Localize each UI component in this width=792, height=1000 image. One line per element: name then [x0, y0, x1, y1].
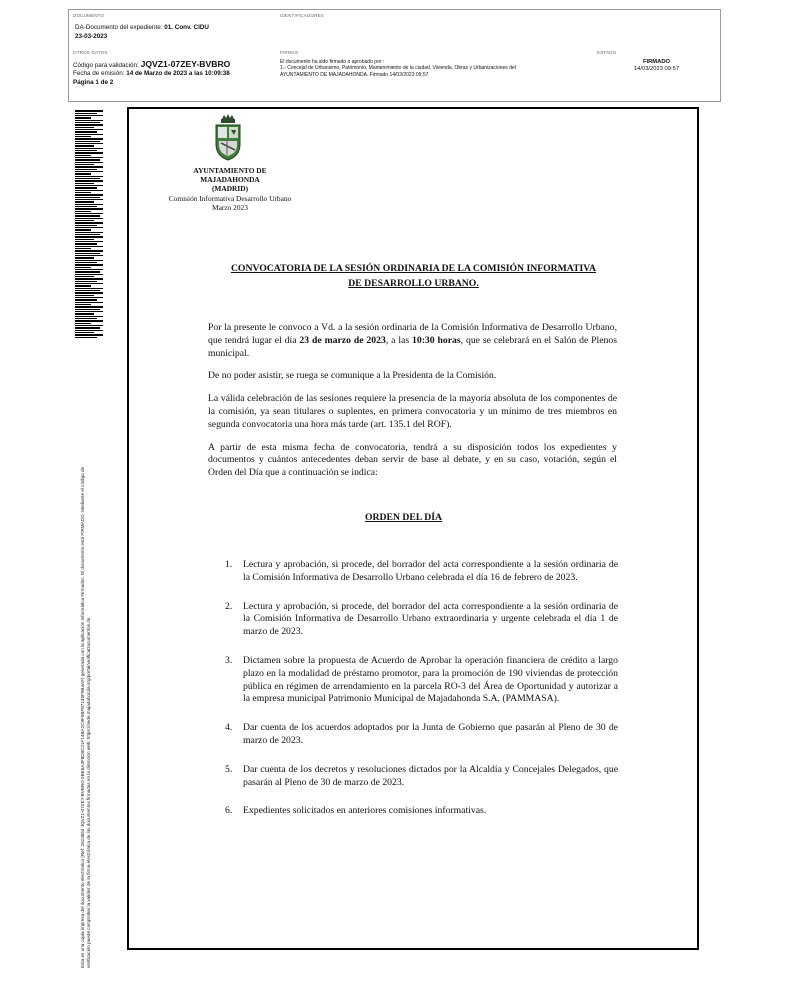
- barcode-stripe: [75, 229, 91, 231]
- barcode-stripe: [75, 169, 97, 170]
- barcode-stripe: [75, 204, 103, 205]
- title-line-1: CONVOCATORIA DE LA SESIÓN ORDINARIA DE LA COMISIÓN INFORMATIVA: [230, 263, 597, 274]
- barcode-stripe: [75, 157, 103, 158]
- paragraph-absence: De no poder asistir, se ruega se comunique a la Presidenta de la Comisión.: [208, 370, 497, 382]
- barcode-stripe: [75, 138, 103, 140]
- barcode-stripe: [75, 246, 103, 247]
- barcode-stripe: [75, 122, 100, 123]
- barcode-stripe: [75, 222, 103, 224]
- validation-code[interactable]: JQVZ1-07ZEY-BVBRO: [140, 59, 231, 69]
- barcode-stripe: [75, 117, 91, 119]
- side-text-line-2: verificación puede comprobar la validez de la firma electrónica de los documentos firmados en la dirección web: https://sede.majadahonda.org/portal/verificaDocumentos.do: [86, 617, 92, 968]
- document-header: [68, 9, 721, 102]
- barcode-stripe: [75, 141, 100, 142]
- barcode-stripe: [75, 257, 94, 259]
- letterhead-line-5: Marzo 2023: [212, 202, 248, 212]
- barcode-stripe: [75, 211, 91, 212]
- letterhead-line-4: Comisión Informativa Desarrollo Urbano: [168, 193, 292, 203]
- agenda-item-text: Lectura y aprobación, si procede, del borrador del acta correspondiente a la sesión ordinaria de la Comisión Informativa de Desarrollo Urbano celebrada el día 16 de febrero de 2023.: [243, 559, 618, 583]
- barcode-stripe: [75, 115, 103, 116]
- p1-text-a: Por la presente le convoco a Vd. a la sesión ordinaria de la Comisión Informativa de Desarrollo Urbano, que tendrá lugar el día: [208, 322, 617, 346]
- verification-side-text: [80, 268, 93, 968]
- side-text-line-1: Esta es una copia impresa del documento electrónico (Ref: 2523854 JQVZ1-07ZEY-BVBRO 0BE6A3F8D8C21F14BA2C9F0BF87140F9B4AF) generada con la aplicación informática Firmadoc. El documento está FIRMADO. Mediante el código de: [80, 466, 85, 968]
- agenda-item-text: Dar cuenta de los acuerdos adoptados por la Junta de Gobierno que pasarán al Pleno de 30 de marzo de 2023.: [243, 722, 618, 746]
- documento-prefix: DA-Documento del expediente:: [75, 24, 165, 31]
- identificadores-cell: [276, 10, 720, 47]
- documento-label: DOCUMENTO: [73, 13, 105, 18]
- agenda-item-number: 1.: [225, 559, 233, 570]
- letterhead-line-2: MAJADAHONDA: [200, 175, 260, 185]
- barcode-stripe: [75, 192, 91, 193]
- otros-datos-label: OTROS DATOS: [73, 50, 108, 55]
- firmas-line-1: El documento ha sido firmado o aprobado por :: [280, 59, 385, 65]
- fecha-prefix: Fecha de emisión:: [73, 70, 127, 78]
- firmas-label: FIRMAS: [280, 50, 299, 55]
- agenda-item-number: 3.: [225, 654, 233, 666]
- agenda-item: [222, 805, 618, 818]
- agenda-item-text: Expedientes solicitados en anteriores comisiones informativas.: [243, 805, 487, 817]
- barcode-stripe: [75, 241, 103, 242]
- barcode-stripe: [75, 232, 103, 233]
- barcode-stripe: [75, 120, 103, 121]
- barcode-stripe: [75, 134, 103, 135]
- p1-text-b: , a las: [385, 334, 412, 346]
- barcode-stripe: [75, 187, 97, 189]
- barcode-stripe: [75, 206, 97, 207]
- barcode-stripe: [75, 225, 97, 226]
- document-body: [208, 322, 617, 490]
- barcode-stripe: [75, 201, 94, 203]
- letterhead-line-3: (MADRID): [211, 184, 249, 194]
- barcode-stripe: [75, 136, 91, 137]
- agenda-item-number: 6.: [225, 805, 233, 817]
- barcode-stripe: [75, 213, 103, 214]
- estado-date: 14/03/2023 09:57: [633, 66, 680, 72]
- session-date: 23 de marzo de 2023: [299, 334, 386, 346]
- barcode-stripe: [75, 180, 103, 182]
- identificadores-label: IDENTIFICADORES: [280, 13, 325, 18]
- emission-date: 14 de Marzo de 2023 a las 10:09:38: [126, 70, 230, 78]
- agenda-item-number: 4.: [225, 722, 233, 734]
- agenda-item-number: 5.: [225, 763, 233, 775]
- session-time: 10:30 horas: [412, 334, 461, 346]
- document-title: [196, 261, 631, 291]
- barcode-stripe: [75, 110, 103, 112]
- barcode-stripe: [75, 243, 97, 245]
- coat-of-arms-icon: [213, 114, 243, 162]
- estado-cell: [593, 47, 720, 101]
- barcode-stripe: [75, 239, 94, 240]
- agenda-item-text: Lectura y aprobación, si procede, del borrador del acta correspondiente a la sesión ordinaria de la Comisión Informativa de Desarrollo Urbano extraordinaria y urgente celebrada el día 1 de marzo de 2023.: [243, 600, 618, 638]
- barcode-stripe: [75, 166, 103, 168]
- page-count: Página 1 de 2: [73, 78, 114, 86]
- barcode-stripe: [75, 162, 103, 163]
- agenda-item-number: 2.: [225, 600, 233, 612]
- paragraph-convocation: [208, 322, 617, 360]
- agenda-item: [222, 764, 618, 790]
- firmas-cell: [276, 47, 593, 101]
- agenda-item: [222, 722, 618, 748]
- barcode-stripe: [75, 185, 103, 186]
- barcode-stripe: [75, 255, 103, 256]
- barcode-stripe: [75, 150, 97, 151]
- barcode-stripe: [75, 143, 103, 144]
- barcode-stripe: [75, 215, 100, 217]
- barcode-stripe: [75, 176, 103, 177]
- documento-name: 01. Conv. CIDU: [164, 24, 209, 31]
- barcode-stripe: [75, 155, 91, 156]
- firmas-line-3: AYUNTAMIENTO DE MAJADAHONDA. Firmado 14/03/2023 09:57: [280, 71, 429, 78]
- agenda-item: [222, 559, 618, 585]
- barcode-stripe: [75, 250, 103, 252]
- barcode-stripe: [75, 152, 103, 154]
- barcode-stripe: [75, 248, 91, 249]
- agenda-item-text: Dictamen sobre la propuesta de Acuerdo de Aprobar la operación financiera de crédito a largo plazo en la modalidad de préstamo promotor, para la promoción de 190 viviendas de protección pública en régimen de arrendamiento en la parcela RO-3 del Área de Oportunidad y autorizar a la empresa municipal Patrimonio Municipal de Majadahonda S.A. (PAMMASA).: [243, 654, 618, 705]
- barcode-stripe: [75, 208, 103, 210]
- barcode-stripe: [75, 262, 97, 263]
- barcode-stripe: [75, 148, 103, 149]
- barcode-stripe: [75, 159, 100, 161]
- barcode-stripe: [75, 260, 103, 261]
- barcode-stripe: [75, 171, 103, 172]
- barcode-stripe: [75, 227, 103, 228]
- barcode-stripe: [75, 220, 94, 221]
- barcode-stripe: [75, 264, 103, 266]
- barcode-stripe: [75, 194, 103, 196]
- barcode-stripe: [75, 173, 91, 175]
- firmas-line-2: 1.- Concejal de Urbanismo, Patrimonio, Mantenimiento de la ciudad, Vivienda, Obras y Urbanizaciones del: [280, 65, 516, 72]
- barcode-stripe: [75, 127, 94, 128]
- barcode-stripe: [75, 199, 103, 200]
- estado-label: ESTADO: [597, 50, 617, 55]
- documento-cell: [69, 10, 276, 47]
- barcode-stripe: [75, 197, 100, 198]
- letterhead: [155, 166, 305, 212]
- barcode-stripe: [75, 190, 103, 191]
- barcode-stripe: [75, 131, 97, 133]
- agenda-item-text: Dar cuenta de los decretos y resoluciones dictados por la Alcaldía y Concejales Delegados, que pasarán al Pleno de 30 de marzo de 2023.: [243, 763, 618, 788]
- barcode-stripe: [75, 178, 100, 179]
- barcode-stripe: [75, 129, 103, 130]
- barcode-stripe: [75, 145, 94, 147]
- otros-datos-cell: [69, 47, 276, 101]
- barcode-stripe: [75, 236, 103, 238]
- barcode-stripe: [75, 124, 103, 126]
- agenda-list: [222, 559, 618, 834]
- estado-value: FIRMADO: [642, 59, 671, 65]
- p1-text-c: , que se celebrará en el Salón de Plenos municipal.: [208, 334, 617, 359]
- title-line-2: DE DESARROLLO URBANO.: [348, 278, 479, 289]
- barcode-stripe: [75, 218, 103, 219]
- barcode-stripe: [75, 183, 94, 184]
- agenda-item: [222, 655, 618, 706]
- agenda-item: [222, 601, 618, 639]
- barcode-stripe: [75, 113, 97, 114]
- documento-date: 23-03-2023: [75, 33, 108, 40]
- letterhead-line-1: AYUNTAMIENTO DE: [193, 166, 267, 175]
- barcode-stripe: [75, 234, 100, 235]
- agenda-title: ORDEN DEL DÍA: [365, 512, 442, 523]
- paragraph-quorum: La válida celebración de las sesiones requiere la presencia de la mayoría absoluta de los componentes de la comisión, ya sean titulares o suplentes, en primera convocatoria y un mínimo de tres miembros en segunda convocatoria una hora más tarde (art. 135.1 del ROF).: [208, 393, 617, 430]
- codigo-prefix: Código para validación:: [73, 62, 141, 69]
- paragraph-documents: A partir de esta misma fecha de convocatoria, tendrá a su disposición todos los expedientes y documentos y cuántos antecedentes deban servir de base al debate, y en su caso, votación, según el Orden del Día que a continuación se indica:: [208, 441, 617, 479]
- barcode-stripe: [75, 164, 94, 165]
- barcode-stripe: [75, 253, 100, 254]
